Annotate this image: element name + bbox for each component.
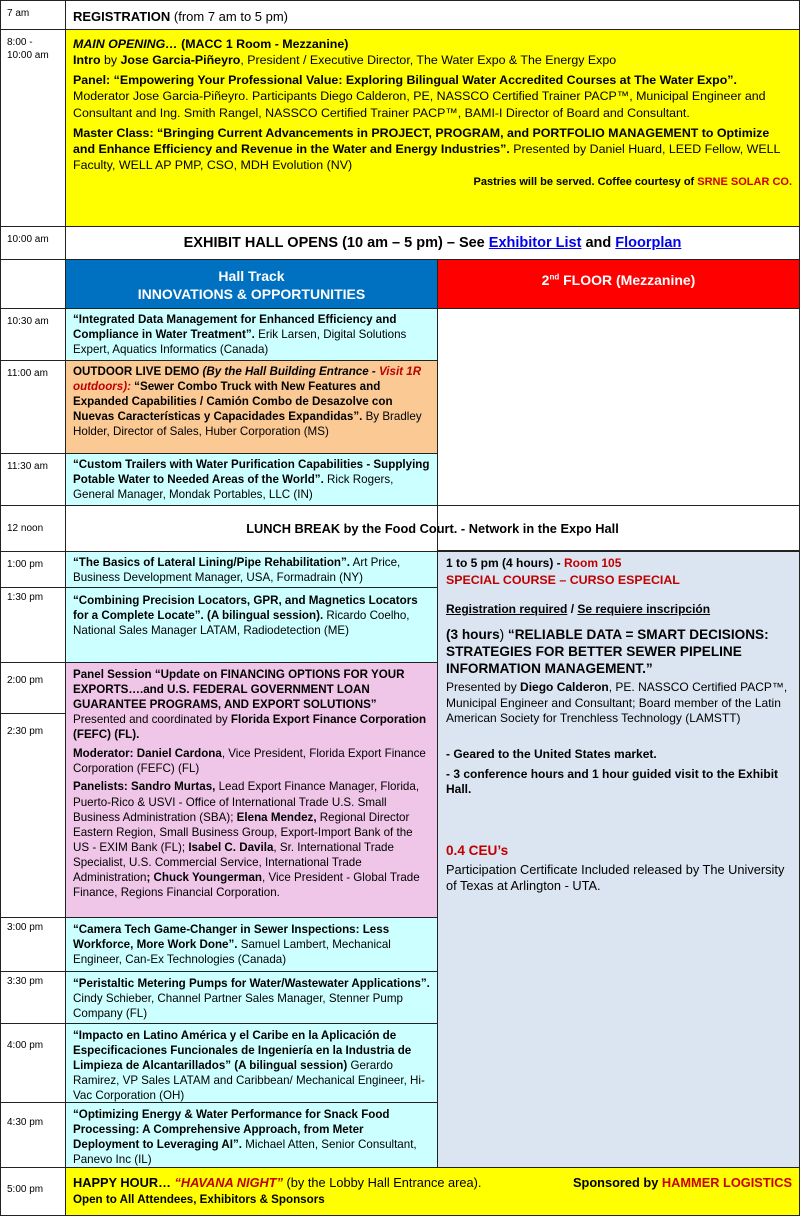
time-7am: 7 am (0, 0, 66, 30)
time-430pm: 4:30 pm (0, 1102, 66, 1168)
exhibit-hall-text: EXHIBIT HALL OPENS (10 am – 5 pm) – See (183, 235, 485, 251)
presenter-details: , PE. NASSCO Certified PACP™, Municipal Engineer and Consultant; Board member of the Latin American Society for Trenchless Technology (LAMSTT) (446, 680, 788, 726)
ceu-label: 0.4 CEU’s (446, 842, 509, 858)
course-title-row (446, 627, 791, 678)
session-130 (65, 587, 438, 663)
panelist-2: Regional Director Eastern Region, Small Business Group, Export-Import Bank of the US - EXIM Bank (FL); (73, 810, 413, 854)
intro-label: Intro (73, 53, 101, 68)
time-5pm: 5:00 pm (0, 1167, 66, 1216)
session-1130 (65, 453, 438, 506)
session-1030-details: Erik Larsen, Digital Solutions Expert, Aquatics Informatics (Canada) (73, 328, 407, 357)
happy-hour-row (73, 1175, 792, 1192)
session-330-title: “Peristaltic Metering Pumps for Water/Wastewater Applications”. (73, 977, 430, 990)
demo-visit: Visit 1R outdoors): (73, 365, 422, 394)
demo-label: OUTDOOR LIVE DEMO (73, 365, 200, 378)
course-bullet-2: - 3 conference hours and 1 hour guided visit to the Exhibit Hall. (446, 766, 779, 797)
session-430-title: “Optimizing Energy & Water Performance for Snack Food Processing: A Comprehensive Approach, from Meter Deployment to Leveraging AI”. (73, 1108, 390, 1152)
registration-row (65, 0, 800, 30)
exhibitor-list-link[interactable]: Exhibitor List (488, 235, 582, 251)
presenter-name: Diego Calderon (520, 680, 609, 695)
moderator-details: , Vice President, Florida Export Finance Corporation (FEFC) (FL) (73, 747, 426, 776)
happy-hour-label: HAPPY HOUR… (73, 1175, 171, 1190)
second-floor-header (437, 259, 800, 309)
panelist-1: Lead Export Finance Manager, Florida, Puerto-Rico & USVI - Office of International Trade U.S. Small Business Administration (SBA); (73, 780, 420, 824)
happy-hour-location: (by the Lobby Hall Entrance area). (282, 1175, 482, 1190)
time-230pm: 2:30 pm (0, 713, 66, 918)
course-time-row (446, 556, 791, 572)
session-1130-title: “Custom Trailers with Water Purification Capabilities - Supplying Potable Water to Needed Areas of the World”. (73, 458, 430, 487)
session-200-panel (65, 662, 438, 918)
floor-label: FLOOR (Mezzanine) (559, 272, 696, 288)
session-1030 (65, 308, 438, 361)
master-class-details: Presented by Daniel Huard, LEED Fellow, WELL Faculty, WELL AP PMP, CSO, MDH Evolution (NV) (73, 141, 780, 172)
panelist-4: , Vice President - Global Trade Finance, Regions Financial Corporation. (73, 870, 420, 899)
demo-location: (By the Hall Building Entrance - (199, 365, 379, 378)
intro-by: by (100, 53, 121, 68)
session-430-details: Michael Atten, Senior Consultant, Panevo Inc (IL) (73, 1138, 417, 1167)
special-course-block (437, 551, 800, 1168)
session-300-title: “Camera Tech Game-Changer in Sewer Inspections: Less Workforce, More Work Done”. (73, 923, 390, 952)
registration-label: REGISTRATION (73, 9, 171, 24)
panel-session-org: Florida Export Finance Corporation (FEFC) (FL). (73, 713, 427, 742)
happy-hour-open: Open to All Attendees, Exhibitors & Sponsors (73, 1192, 325, 1206)
session-300 (65, 917, 438, 972)
panelist-2-name: Elena Mendez, (236, 810, 317, 824)
course-title: “RELIABLE DATA = SMART DECISIONS: STRATEGIES FOR BETTER SEWER PIPELINE INFORMATION MANAGEMENT.” (446, 627, 769, 677)
session-1100-title: “Sewer Combo Truck with New Features and Expanded Capabilities / Camión Combo de Desazolve con Nuevas Características y Capacidades Expandidas”. (73, 380, 393, 424)
presented-by: Presented by (446, 680, 521, 695)
panel-details: Moderator Jose Garcia-Piñeyro. Participants Diego Calderon, PE, NASSCO Certified Trainer PACP™, Municipal Engineer and Consultant and Ing. Smith Rangel, NASSCO Certified Trainer PACP™, BAMI-I Director of Board and Consultant. (73, 89, 766, 120)
course-bullet-1: - Geared to the United States market. (446, 747, 657, 762)
time-1030am: 10:30 am (0, 308, 66, 361)
session-300-details: Samuel Lambert, Mechanical Engineer, Can-Ex Technologies (Canada) (73, 938, 391, 967)
special-course-label: SPECIAL COURSE – CURSO ESPECIAL (446, 572, 680, 587)
time-1pm: 1:00 pm (0, 551, 66, 588)
moderator-label: Moderator: Daniel Cardona (73, 747, 222, 761)
session-1030-title: “Integrated Data Management for Enhanced Efficiency and Compliance in Water Treatment”. (73, 313, 397, 342)
panel-session-title: Panel Session “Update on FINANCING OPTIONS FOR YOUR EXPORTS….and U.S. FEDERAL GOVERNMENT LOAN GUARANTEE PROGRAMS, AND EXPORT SOLUTIONS” (73, 668, 405, 712)
session-400 (65, 1023, 438, 1103)
hall-track-line2: INNOVATIONS & OPPORTUNITIES (137, 285, 366, 302)
course-dash: - (553, 556, 565, 570)
time-2pm: 2:00 pm (0, 662, 66, 714)
floor-number: 2 (541, 272, 550, 288)
registration-required-row (446, 602, 791, 618)
course-hours: (3 hours (446, 627, 500, 643)
course-hours-paren: ) (499, 627, 505, 643)
certificate-note: Participation Certificate Included released by The University of Texas at Arlington - UTA. (446, 861, 785, 893)
exhibit-and: and (581, 235, 616, 251)
registration-required: Registration required (446, 601, 568, 616)
panelist-3-name: Isabel C. Davila (188, 840, 274, 854)
session-400-title: “Impacto en Latino América y el Caribe en la Aplicación de Especificaciones Funcionales de Ingeniería en la Industria de Limpieza de Alcantarillados” (A bilingual session) (73, 1029, 412, 1073)
main-opening-block (65, 29, 800, 227)
time-11am: 11:00 am (0, 360, 66, 454)
panelist-4-name: ; Chuck Youngerman (146, 870, 262, 884)
time-4pm: 4:00 pm (0, 1023, 66, 1103)
pastries-note (73, 175, 792, 189)
session-430 (65, 1102, 438, 1168)
course-presenter-row (446, 680, 791, 727)
intro-role: , President / Executive Director, The Water Expo & The Energy Expo (240, 53, 617, 68)
panelists-label: Panelists: Sandro Murtas, (73, 780, 216, 794)
session-330 (65, 971, 438, 1024)
coffee-sponsor: SRNE SOLAR CO. (697, 176, 792, 188)
panel-session-presented: Presented and coordinated by (73, 713, 231, 727)
session-1130-details: Rick Rogers, General Manager, Mondak Portables, LLC (IN) (73, 473, 394, 502)
session-1100-demo (65, 360, 438, 454)
time-3pm: 3:00 pm (0, 917, 66, 972)
se-requiere-inscripcion: Se requiere inscripción (577, 601, 711, 616)
session-400-details: Gerardo Ramirez, VP Sales LATAM and Caribbean/ Mechanical Engineer, Hi-Vac Corporation (OH) (73, 1059, 425, 1103)
course-time: 1 to 5 pm (4 hours) (446, 556, 554, 570)
exhibit-hall-row (65, 226, 800, 260)
course-room: Room 105 (564, 556, 622, 570)
happy-hour-block (65, 1167, 800, 1216)
time-noon: 12 noon (0, 505, 66, 552)
floorplan-link[interactable]: Floorplan (615, 235, 682, 251)
main-opening-room: (MACC 1 Room - Mezzanine) (177, 37, 349, 51)
session-130-title: “Combining Precision Locators, GPR, and Magnetics Locators for a Complete Locate”. (A bilingual session). (73, 594, 418, 623)
panelist-3: , Sr. International Trade Specialist, U.S. Commercial Service, International Trade Administration (73, 840, 394, 884)
registration-slash: / (567, 601, 578, 616)
happy-hour-sponsor-row (573, 1175, 792, 1192)
intro-name: Jose Garcia-Piñeyro (120, 53, 241, 68)
happy-hour-sponsor: HAMMER LOGISTICS (661, 1175, 792, 1190)
time-330pm: 3:30 pm (0, 971, 66, 1024)
session-100 (65, 551, 438, 588)
hall-track-line1: Hall Track (218, 268, 285, 284)
happy-hour-left (73, 1175, 481, 1192)
session-100-details: Art Price, Business Development Manager, USA, Formadrain (NY) (73, 556, 401, 585)
session-330-details: Cindy Schieber, Channel Partner Sales Manager, Stenner Pump Company (FL) (73, 992, 403, 1021)
main-opening-title: MAIN OPENING… (73, 37, 178, 51)
havana-night: “HAVANA NIGHT” (170, 1175, 283, 1190)
time-8-10am: 8:00 - 10:00 am (0, 29, 66, 227)
session-130-details: Ricardo Coelho, National Sales Manager LATAM, Radiodetection (ME) (73, 609, 410, 638)
sponsored-by: Sponsored by (573, 1175, 662, 1190)
floor-superscript: nd (549, 272, 560, 282)
time-130pm: 1:30 pm (0, 587, 66, 663)
pastries-text: Pastries will be served. Coffee courtesy of (473, 176, 698, 188)
session-1100-details: By Bradley Holder, Director of Sales, Huber Corporation (MS) (73, 410, 422, 439)
master-class-title: Master Class: “Bringing Current Advancements in PROJECT, PROGRAM, and PORTFOLIO MANAGEMENT to Optimize and Enhance Efficiency and Revenue in the Water and Energy Industries”. (73, 125, 770, 156)
header-spacer (0, 259, 66, 309)
panel-title: Panel: “Empowering Your Professional Value: Exploring Bilingual Water Accredited Courses at The Water Expo”. (73, 73, 737, 88)
time-10am: 10:00 am (0, 226, 66, 260)
session-100-title: “The Basics of Lateral Lining/Pipe Rehabilitation”. (73, 556, 351, 569)
time-1130am: 11:30 am (0, 453, 66, 506)
registration-hours: (from 7 am to 5 pm) (170, 9, 289, 24)
lunch-break: LUNCH BREAK by the Food Court. - Network in the Expo Hall (65, 505, 800, 552)
hall-track-header (65, 259, 438, 309)
